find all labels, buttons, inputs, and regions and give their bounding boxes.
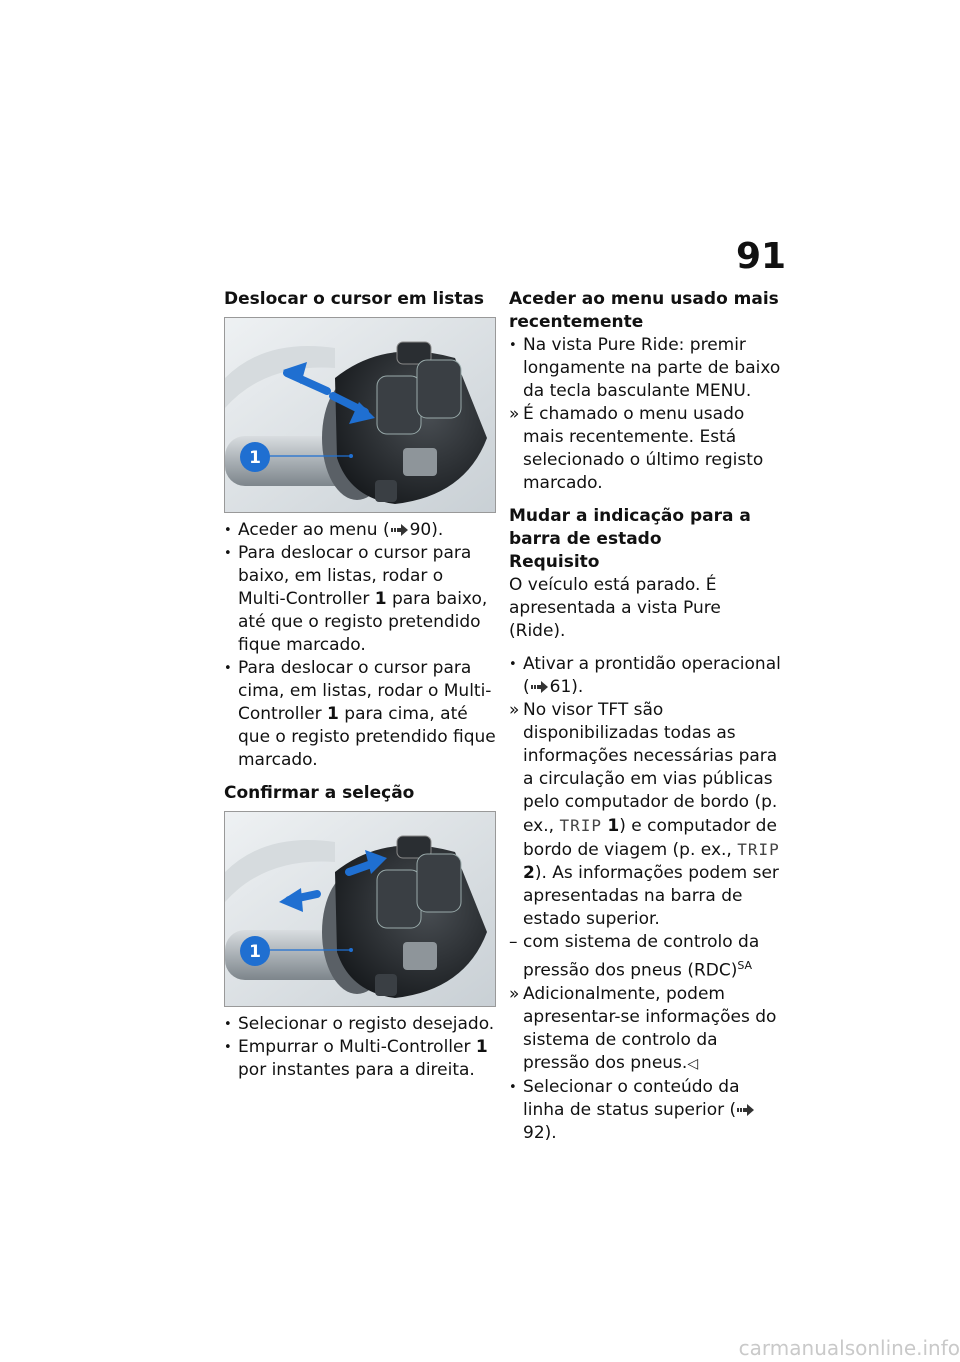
bullet-marker: • xyxy=(224,1040,232,1055)
sa-badge: SA xyxy=(737,959,753,972)
page-reference-arrow-icon xyxy=(530,681,548,693)
section-heading-barra-estado: Mudar a indicação para a barra de estado xyxy=(509,506,751,549)
list-item: • Para deslocar o cursor para cima, em listas, rodar o Multi-Controller 1 para cima, até que o registo pretendido fique marcado. xyxy=(224,658,496,770)
dash-item: – com sistema de controlo da pressão dos pneus (RDC)$^{SA}$ xyxy=(509,932,760,981)
requisito-label: Requisito xyxy=(509,552,600,572)
list-item: • Aceder ao menu ( 90). xyxy=(224,520,444,540)
page-reference-arrow-icon xyxy=(736,1104,754,1116)
list-item: • Selecionar o registo desejado. xyxy=(224,1014,495,1034)
bullet-marker: • xyxy=(224,661,232,676)
figure-multi-controller-rotate xyxy=(224,317,496,513)
bullet-marker: • xyxy=(509,1079,517,1095)
page-reference-arrow-icon xyxy=(390,524,408,536)
page-reference[interactable]: 92 xyxy=(523,1122,545,1143)
left-column xyxy=(224,288,496,1082)
result-item: » No visor TFT são disponibilizadas todas as informações necessárias para a circulação em vias públicas pelo computador de bordo (p. ex., TRIP 1) e computador de bordo de viagem (p. ex., TRIP 2). As informações podem ser apresentadas na barra de estado superior. xyxy=(509,700,780,929)
figure-multi-controller-push xyxy=(224,811,496,1007)
trip-display-label: TRIP xyxy=(737,840,780,859)
bullet-marker: • xyxy=(224,523,232,538)
figure-callout-1: 1 xyxy=(249,448,261,468)
page-reference[interactable]: 61 xyxy=(549,677,572,697)
dash-marker: – xyxy=(509,932,518,952)
figure-callout-1: 1 xyxy=(249,942,261,962)
bullet-marker: • xyxy=(224,1017,232,1032)
list-item: • Para deslocar o cursor para baixo, em listas, rodar o Multi-Controller 1 para baixo, até que o registo pretendido fique marcado. xyxy=(224,543,488,655)
handlebar-illustration-2 xyxy=(225,812,495,1006)
bullet-marker: • xyxy=(224,546,232,561)
list-item: • Empurrar o Multi-Controller 1 por instantes para a direita. xyxy=(224,1037,488,1080)
requisito-text: O veículo está parado. É apresentada a vista Pure (Ride). xyxy=(509,575,721,641)
result-item: » Adicionalmente, podem apresentar-se informações do sistema de controlo da pressão dos pneus.◁ xyxy=(509,983,777,1073)
section-heading-confirmar-selecao: Confirmar a seleção xyxy=(224,783,415,803)
list-item: • Ativar a prontidão operacional ( 61). xyxy=(509,654,781,697)
footer-watermark: carmanualsonline.info xyxy=(738,1336,960,1360)
list-item: • Selecionar o conteúdo da linha de status superior (92). xyxy=(509,1076,781,1145)
section-heading-menu-recente: Aceder ao menu usado mais recentemente xyxy=(509,289,779,332)
right-column xyxy=(509,288,781,1145)
bullet-marker: • xyxy=(509,657,517,672)
page-number: 91 xyxy=(736,236,787,277)
bullet-marker: • xyxy=(509,338,517,353)
trip-display-label: TRIP xyxy=(559,816,602,835)
result-marker: » xyxy=(509,983,520,1004)
handlebar-illustration-1 xyxy=(225,318,495,512)
result-item: » É chamado o menu usado mais recentemente. Está selecionado o último registo marcado. xyxy=(509,404,764,493)
section-heading-deslocar-cursor: Deslocar o cursor em listas xyxy=(224,289,485,309)
end-of-condition-icon: ◁ xyxy=(687,1055,699,1072)
page-reference[interactable]: 90 xyxy=(409,520,432,540)
list-item: • Na vista Pure Ride: premir longamente na parte de baixo da tecla basculante MENU. xyxy=(509,335,781,401)
result-marker: » xyxy=(509,404,520,424)
result-marker: » xyxy=(509,700,520,720)
